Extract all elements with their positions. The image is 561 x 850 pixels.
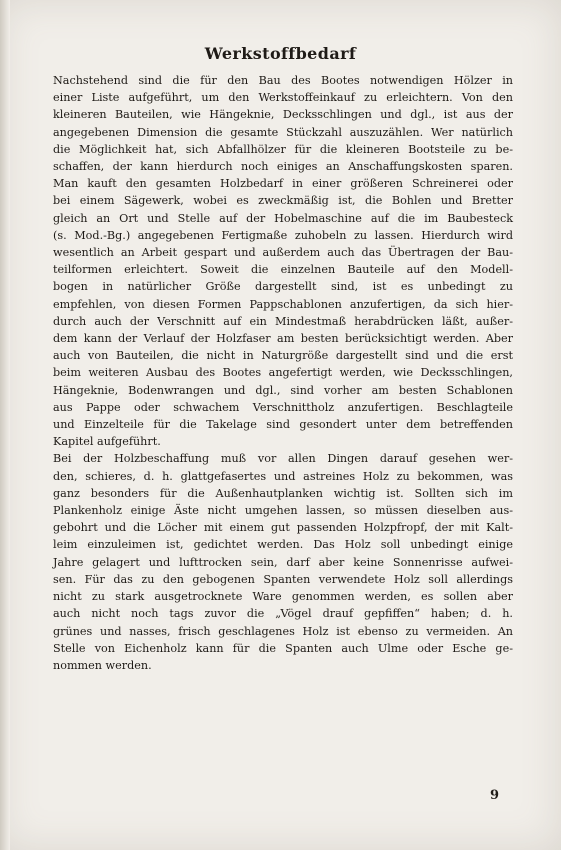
text-line: ganz besonders für die Außenhautplanken wichtig ist. Sollten sich im: [53, 486, 513, 500]
text-line: wesentlich an Arbeit gespart und außerdem auch das Übertragen der Bau-: [53, 246, 513, 260]
text-line: Man kauft den gesamten Holzbedarf in einer größeren Schreinerei oder: [53, 177, 513, 191]
text-line: dem kann der Verlauf der Holzfaser am besten berücksichtigt werden. Aber: [53, 332, 513, 346]
text-line: empfehlen, von diesen Formen Pappschablonen anzufertigen, da sich hier-: [53, 297, 513, 311]
page-title: Werkstoffbedarf: [204, 44, 357, 63]
text-line: bei einem Sägewerk, wobei es zweckmäßig ist, die Bohlen und Bretter: [53, 194, 513, 208]
text-line: auch von Bauteilen, die nicht in Naturgröße dargestellt sind und die erst: [53, 349, 513, 363]
page-number: 9: [490, 788, 500, 803]
text-line: bogen in natürlicher Größe dargestellt sind, ist es unbedingt zu: [53, 280, 513, 294]
text-line: Stelle von Eichenholz kann für die Spanten auch Ulme oder Esche ge-: [53, 641, 513, 655]
paragraph-1: [53, 72, 513, 450]
text-line: Jahre gelagert und lufttrocken sein, darf aber keine Sonnenrisse aufwei-: [53, 555, 513, 569]
text-line: (s. Mod.-Bg.) angegebenen Fertigmaße zuhobeln zu lassen. Hierdurch wird: [53, 228, 513, 242]
text-line: aus Pappe oder schwachem Verschnittholz anzufertigen. Beschlagteile: [53, 400, 513, 414]
paragraph-2: [53, 450, 513, 674]
text-line: Nachstehend sind die für den Bau des Bootes notwendigen Hölzer in: [53, 74, 513, 87]
text-line: grünes und nasses, frisch geschlagenes Holz ist ebenso zu vermeiden. An: [53, 624, 513, 638]
text-line: leim einzuleimen ist, gedichtet werden. Das Holz soll unbedingt einige: [53, 538, 513, 552]
text-line: auch nicht noch tags zuvor die „Vögel drauf gepfiffen“ haben; d. h.: [53, 607, 513, 621]
text-line: Plankenholz einige Äste nicht umgehen lassen, so müssen dieselben aus-: [53, 504, 513, 518]
text-line: durch auch der Verschnitt auf ein Mindestmaß herabdrücken läßt, außer-: [53, 314, 513, 328]
page-binding-edge: [0, 0, 10, 850]
text-line: schaffen, der kann hierdurch noch einiges an Anschaffungskosten sparen.: [53, 160, 513, 174]
text-line: die Möglichkeit hat, sich Abfallhölzer für die kleineren Bootsteile zu be-: [53, 142, 513, 156]
text-line: angegebenen Dimension die gesamte Stückzahl auszuzählen. Wer natürlich: [53, 125, 513, 139]
text-line: nicht zu stark ausgetrocknete Ware genommen werden, es sollen aber: [53, 590, 513, 604]
text-line: gebohrt und die Löcher mit einem gut passenden Holzpfropf, der mit Kalt-: [53, 521, 513, 535]
text-line: beim weiteren Ausbau des Bootes angefertigt werden, wie Decksschlingen,: [53, 366, 513, 380]
text-line: teilformen erleichtert. Soweit die einzelnen Bauteile auf den Modell-: [53, 263, 513, 277]
text-line: und Einzelteile für die Takelage sind gesondert unter dem betreffenden: [53, 418, 513, 432]
text-line: Bei der Holzbeschaffung muß vor allen Dingen darauf gesehen wer-: [53, 452, 513, 466]
text-line: den, schieres, d. h. glattgefasertes und astreines Holz zu bekommen, was: [53, 469, 513, 483]
text-line: Hängeknie, Bodenwrangen und dgl., sind vorher am besten Schablonen: [53, 383, 513, 397]
text-line: Kapitel aufgeführt.: [53, 435, 161, 449]
text-line: sen. Für das zu den gebogenen Spanten verwendete Holz soll allerdings: [53, 572, 513, 586]
text-line: nommen werden.: [53, 658, 152, 672]
text-line: gleich an Ort und Stelle auf der Hobelmaschine auf die im Baubesteck: [53, 211, 513, 225]
body-text: [53, 72, 513, 674]
text-line: kleineren Bauteilen, wie Hängeknie, Decksschlingen und dgl., ist aus der: [53, 108, 513, 122]
text-line: einer Liste aufgeführt, um den Werkstoffeinkauf zu erleichtern. Von den: [53, 91, 513, 105]
